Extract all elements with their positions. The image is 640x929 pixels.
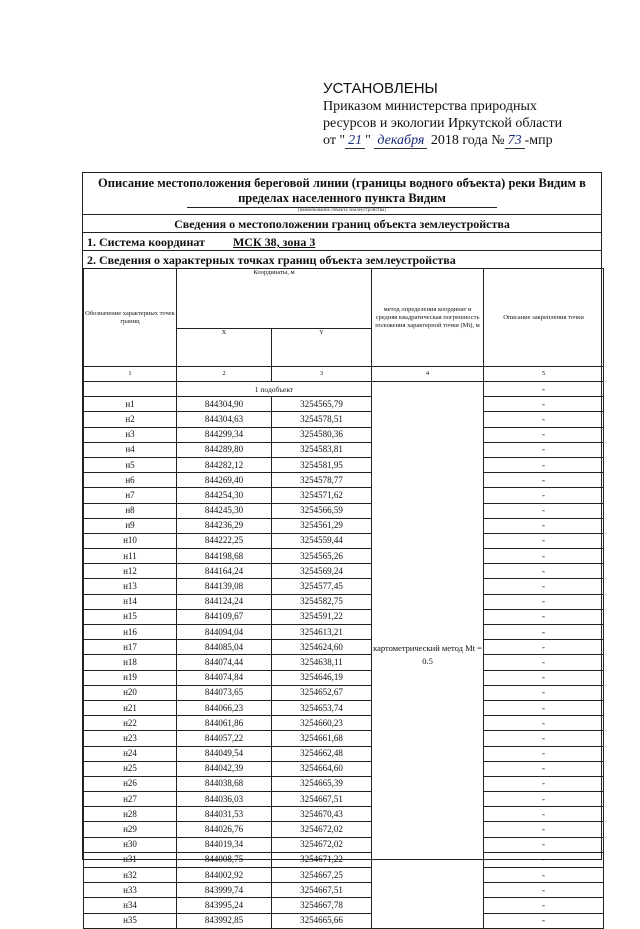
y-coordinate-cell: 3254653,74 [272,700,372,715]
date-mid: " [365,133,375,148]
fixing-dash: - [484,776,604,791]
point-id-cell: н24 [84,746,177,761]
column-number-4: 4 [372,367,484,382]
fixing-dash: - [484,609,604,624]
point-id-cell: н27 [84,792,177,807]
point-id-cell: н4 [84,442,177,457]
points-table-body [84,382,604,929]
y-coordinate-cell: 3254646,19 [272,670,372,685]
header-method: метод определения координат и средняя квадратическая погрешность положения характерной точки (Mt), м [372,269,484,367]
y-coordinate-cell: 3254578,51 [272,412,372,427]
y-coordinate-cell: 3254624,60 [272,640,372,655]
fixing-dash: - [484,412,604,427]
document-title [83,173,601,206]
y-coordinate-cell: 3254571,62 [272,488,372,503]
x-coordinate-cell: 844109,67 [177,609,272,624]
table-row [84,731,604,746]
point-id-cell: н25 [84,761,177,776]
fixing-dash: - [484,716,604,731]
fixing-dash: - [484,382,604,397]
table-row [84,807,604,822]
point-id-cell: н18 [84,655,177,670]
number-suffix: -мпр [524,133,553,148]
point-id-cell: н9 [84,518,177,533]
table-row [84,488,604,503]
point-id-cell: н31 [84,852,177,867]
table-row [84,503,604,518]
x-coordinate-cell: 844038,68 [177,776,272,791]
fixing-dash: - [484,837,604,852]
x-coordinate-cell: 844124,24 [177,594,272,609]
y-coordinate-cell: 3254660,23 [272,716,372,731]
y-coordinate-cell: 3254581,95 [272,457,372,472]
point-id-cell: н12 [84,564,177,579]
x-coordinate-cell: 844074,84 [177,670,272,685]
table-row [84,457,604,472]
table-row [84,898,604,913]
x-coordinate-cell: 844164,24 [177,564,272,579]
fixing-dash: - [484,685,604,700]
fixing-dash: - [484,807,604,822]
point-id-cell: н8 [84,503,177,518]
point-id-cell: н3 [84,427,177,442]
y-coordinate-cell: 3254672,02 [272,822,372,837]
x-coordinate-cell: 843999,74 [177,883,272,898]
approval-title: УСТАНОВЛЕНЫ [323,80,438,97]
fixing-dash: - [484,822,604,837]
point-id-cell: н19 [84,670,177,685]
handwritten-number: 73 [505,133,525,149]
table-row [84,625,604,640]
point-id-cell: н30 [84,837,177,852]
fixing-dash: - [484,746,604,761]
column-number-3: 3 [272,367,372,382]
y-coordinate-cell: 3254662,48 [272,746,372,761]
x-coordinate-cell: 844061,86 [177,716,272,731]
y-coordinate-cell: 3254670,43 [272,807,372,822]
coordinate-system-value: МСК 38, зона 3 [232,235,316,249]
x-coordinate-cell: 843995,24 [177,898,272,913]
y-coordinate-cell: 3254565,26 [272,549,372,564]
table-row [84,913,604,928]
x-coordinate-cell: 844066,23 [177,700,272,715]
table-row [84,837,604,852]
points-heading: 2. Сведения о характерных точках границ объекта землеустройства [83,250,601,268]
y-coordinate-cell: 3254661,68 [272,731,372,746]
document-title-line-2: пределах населенного пункта Видим [238,191,446,205]
method-cell: картометрический метод Mt = 0.5 [372,382,484,929]
point-id-cell: н2 [84,412,177,427]
x-coordinate-cell: 844139,08 [177,579,272,594]
table-row [84,549,604,564]
description-document [82,172,602,926]
x-coordinate-cell: 844085,04 [177,640,272,655]
section-heading: Сведения о местоположении границ объекта землеустройства [83,214,601,232]
table-row [84,473,604,488]
fixing-dash: - [484,852,604,867]
point-id-cell: н23 [84,731,177,746]
table-row [84,792,604,807]
point-id-cell: н10 [84,533,177,548]
table-row [84,594,604,609]
column-number-1: 1 [84,367,177,382]
x-coordinate-cell: 844042,39 [177,761,272,776]
point-id-cell: н13 [84,579,177,594]
table-row [84,700,604,715]
coordinate-system-row [83,232,601,250]
x-coordinate-cell: 843992,85 [177,913,272,928]
table-row [84,776,604,791]
table-row [84,670,604,685]
fixing-dash: - [484,913,604,928]
y-coordinate-cell: 3254667,78 [272,898,372,913]
y-coordinate-cell: 3254613,21 [272,625,372,640]
y-coordinate-cell: 3254561,29 [272,518,372,533]
y-coordinate-cell: 3254665,66 [272,913,372,928]
fixing-dash: - [484,640,604,655]
header-point-designation: Обозначение характерных точек границ [84,269,177,367]
table-row [84,412,604,427]
document-title-note: (наименование объекта землеустройства) [187,207,498,214]
y-coordinate-cell: 3254565,79 [272,397,372,412]
y-coordinate-cell: 3254672,02 [272,837,372,852]
table-row [84,716,604,731]
boundary-points-table [83,268,604,929]
point-id-cell: н29 [84,822,177,837]
fixing-dash: - [484,655,604,670]
approval-line-2: ресурсов и экологии Иркутской области [323,116,563,131]
coordinate-system-label: 1. Система координат [87,235,205,249]
table-row [84,397,604,412]
point-id-cell: н5 [84,457,177,472]
point-id-cell: н6 [84,473,177,488]
fixing-dash: - [484,442,604,457]
point-id-cell: н16 [84,625,177,640]
x-coordinate-cell: 844049,54 [177,746,272,761]
fixing-dash: - [484,397,604,412]
table-row [84,579,604,594]
header-x: X [177,329,272,367]
fixing-dash: - [484,883,604,898]
table-row [84,685,604,700]
fixing-dash: - [484,503,604,518]
y-coordinate-cell: 3254638,11 [272,655,372,670]
x-coordinate-cell: 844269,40 [177,473,272,488]
fixing-dash: - [484,457,604,472]
approval-line-1: Приказом министерства природных [323,99,537,114]
x-coordinate-cell: 844299,34 [177,427,272,442]
x-coordinate-cell: 844057,22 [177,731,272,746]
table-row [84,442,604,457]
column-number-5: 5 [484,367,604,382]
y-coordinate-cell: 3254583,81 [272,442,372,457]
x-coordinate-cell: 844245,30 [177,503,272,518]
y-coordinate-cell: 3254667,51 [272,883,372,898]
fixing-dash: - [484,594,604,609]
fixing-dash: - [484,564,604,579]
column-number-2: 2 [177,367,272,382]
point-id-cell: н28 [84,807,177,822]
point-id-cell: н14 [84,594,177,609]
point-id-cell: н1 [84,397,177,412]
header-coordinates: Координаты, м [177,269,372,329]
x-coordinate-cell: 844254,30 [177,488,272,503]
x-coordinate-cell: 844236,29 [177,518,272,533]
fixing-dash: - [484,549,604,564]
y-coordinate-cell: 3254665,39 [272,776,372,791]
table-row [84,609,604,624]
y-coordinate-cell: 3254566,59 [272,503,372,518]
point-id-cell: н20 [84,685,177,700]
fixing-dash: - [484,700,604,715]
table-row [84,533,604,548]
point-id-cell: н21 [84,700,177,715]
approval-stamp [323,79,623,149]
x-coordinate-cell: 844019,34 [177,837,272,852]
header-fixing-description: Описание закрепления точки [484,269,604,367]
y-coordinate-cell: 3254667,25 [272,868,372,883]
fixing-dash: - [484,792,604,807]
y-coordinate-cell: 3254559,44 [272,533,372,548]
fixing-dash: - [484,625,604,640]
table-row [84,746,604,761]
fixing-dash: - [484,579,604,594]
handwritten-month: декабря [374,133,427,149]
table-row [84,761,604,776]
subobject-label: 1 подобъект [177,382,372,397]
x-coordinate-cell: 844304,90 [177,397,272,412]
fixing-dash: - [484,898,604,913]
fixing-dash: - [484,868,604,883]
x-coordinate-cell: 844289,80 [177,442,272,457]
table-row [84,852,604,867]
y-coordinate-cell: 3254577,45 [272,579,372,594]
point-id-cell: н17 [84,640,177,655]
table-row [84,883,604,898]
x-coordinate-cell: 844074,44 [177,655,272,670]
x-coordinate-cell: 844031,53 [177,807,272,822]
x-coordinate-cell: 844002,92 [177,868,272,883]
table-row [84,822,604,837]
y-coordinate-cell: 3254569,24 [272,564,372,579]
x-coordinate-cell: 844026,76 [177,822,272,837]
fixing-dash: - [484,533,604,548]
y-coordinate-cell: 3254591,22 [272,609,372,624]
table-row [84,427,604,442]
point-id-cell: н7 [84,488,177,503]
y-coordinate-cell: 3254671,22 [272,852,372,867]
date-prefix: от " [323,133,346,148]
subobject-empty-cell [84,382,177,397]
fixing-dash: - [484,427,604,442]
x-coordinate-cell: 844008,75 [177,852,272,867]
x-coordinate-cell: 844036,03 [177,792,272,807]
header-y: Y [272,329,372,367]
x-coordinate-cell: 844094,04 [177,625,272,640]
table-row [84,655,604,670]
x-coordinate-cell: 844282,12 [177,457,272,472]
table-row [84,868,604,883]
y-coordinate-cell: 3254580,36 [272,427,372,442]
y-coordinate-cell: 3254667,51 [272,792,372,807]
x-coordinate-cell: 844222,25 [177,533,272,548]
y-coordinate-cell: 3254578,77 [272,473,372,488]
approval-date-line [323,132,623,149]
subobject-row [84,382,604,397]
document-title-line-1: Описание местоположения береговой линии (границы водного объекта) реки Видим в [98,176,586,190]
point-id-cell: н26 [84,776,177,791]
table-row [84,640,604,655]
x-coordinate-cell: 844304,63 [177,412,272,427]
fixing-dash: - [484,518,604,533]
fixing-dash: - [484,761,604,776]
point-id-cell: н32 [84,868,177,883]
point-id-cell: н22 [84,716,177,731]
point-id-cell: н35 [84,913,177,928]
point-id-cell: н11 [84,549,177,564]
y-coordinate-cell: 3254582,75 [272,594,372,609]
y-coordinate-cell: 3254664,60 [272,761,372,776]
point-id-cell: н15 [84,609,177,624]
table-row [84,518,604,533]
point-id-cell: н33 [84,883,177,898]
table-row [84,564,604,579]
x-coordinate-cell: 844198,68 [177,549,272,564]
fixing-dash: - [484,731,604,746]
year-text: 2018 года № [427,133,505,148]
fixing-dash: - [484,473,604,488]
fixing-dash: - [484,670,604,685]
y-coordinate-cell: 3254652,67 [272,685,372,700]
point-id-cell: н34 [84,898,177,913]
x-coordinate-cell: 844073,65 [177,685,272,700]
fixing-dash: - [484,488,604,503]
handwritten-day: 21 [345,133,365,149]
